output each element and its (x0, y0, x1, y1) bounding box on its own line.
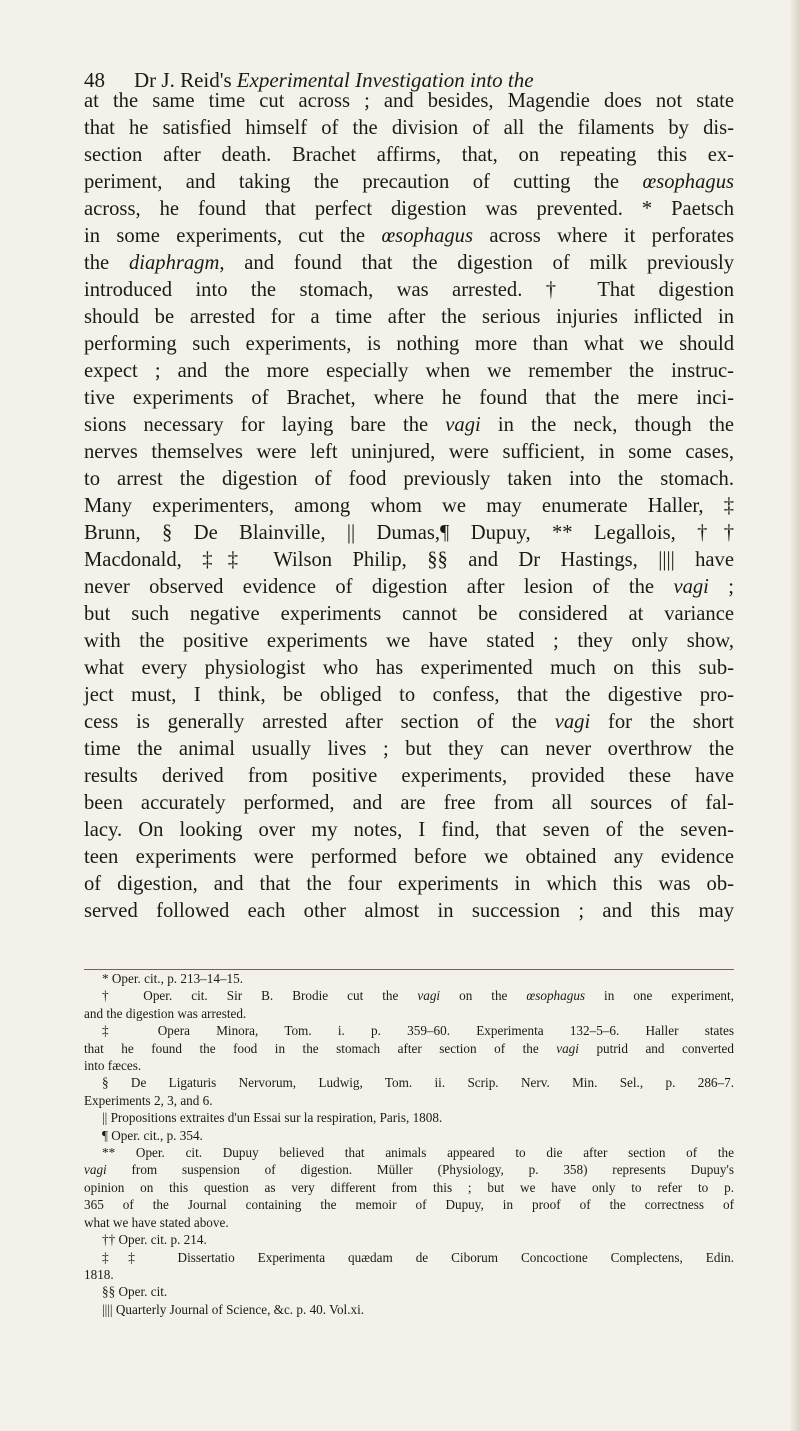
text-run: in one experiment, (585, 988, 734, 1004)
footnote (84, 1109, 734, 1126)
text-run: Experiments 2, 3, and 6. (84, 1092, 213, 1108)
text-line (84, 115, 734, 142)
footnote (84, 970, 734, 987)
italic-run: vagi (84, 1162, 107, 1178)
text-line (84, 412, 734, 439)
text-run: † Oper. cit. Sir B. Brodie cut the (102, 988, 418, 1004)
text-line (84, 520, 734, 547)
text-run: || Propositions extraites d'un Essai sur la respiration, Paris, 1808. (102, 1110, 443, 1126)
footnote-line (84, 1161, 734, 1178)
text-run: across where it perforates (472, 225, 734, 247)
text-run: †† Oper. cit. p. 214. (102, 1232, 207, 1248)
text-run: cess is generally arrested after section of the (84, 711, 555, 733)
footnote (84, 1249, 734, 1284)
text-run: nerves themselves were left uninjured, were sufficient, in some cases, (84, 441, 734, 463)
text-run: opinion on this question as very different from this ; but we have only to refer to p. (84, 1179, 734, 1195)
text-run: to arrest the digestion of food previously taken into the stomach. (84, 468, 734, 490)
italic-run: œsophagus (526, 988, 586, 1004)
text-line (84, 493, 734, 520)
footnote-line (84, 1057, 734, 1074)
text-line (84, 628, 734, 655)
italic-run: vagi (445, 414, 481, 436)
footnote-line (84, 1040, 734, 1057)
running-title-author: Dr J. Reid's (134, 68, 232, 92)
footnote-line (84, 1092, 734, 1109)
footnote (84, 1144, 734, 1231)
text-run: time the animal usually lives ; but they can never overthrow the (84, 738, 734, 760)
text-run: ‡ Opera Minora, Tom. i. p. 359–60. Experimenta 132–5–6. Haller states (102, 1023, 734, 1039)
text-run: but such negative experiments cannot be considered at variance (84, 603, 734, 625)
italic-run: vagi (673, 576, 709, 598)
text-line (84, 142, 734, 169)
text-line (84, 790, 734, 817)
text-run: results derived from positive experiments, provided these have (84, 765, 734, 787)
footnote-line (84, 987, 734, 1004)
text-run: , and found that the digestion of milk previously (219, 252, 734, 274)
footnote (84, 1283, 734, 1300)
italic-run: vagi (417, 988, 441, 1004)
text-run: ‡‡ Dissertatio Experimenta quædam de Ciborum Concoctione Complectens, Edin. (102, 1249, 734, 1265)
text-run: ** Oper. cit. Dupuy believed that animals appeared to die after section of the (102, 1145, 734, 1161)
italic-run: vagi (554, 711, 591, 733)
text-run: on the (440, 988, 527, 1004)
text-line (84, 358, 734, 385)
text-line (84, 331, 734, 358)
text-run: expect ; and the more especially when we remember the instruc- (84, 360, 734, 382)
text-line (84, 682, 734, 709)
text-run: ; (708, 576, 734, 598)
text-line (84, 439, 734, 466)
text-line (84, 223, 734, 250)
text-run: across, he found that perfect digestion was prevented. * Paetsch (84, 198, 734, 220)
italic-run: diaphragm (128, 252, 220, 274)
footnote-line (84, 1249, 734, 1266)
text-run: lacy. On looking over my notes, I find, that seven of the seven- (84, 819, 734, 841)
text-run: 1818. (84, 1266, 114, 1282)
footnote-line (84, 1022, 734, 1039)
text-run: tive experiments of Brachet, where he found that the mere inci- (84, 387, 734, 409)
text-run: * Oper. cit., p. 213–14–15. (102, 971, 244, 986)
text-line (84, 844, 734, 871)
text-line (84, 169, 734, 196)
running-title-work: Experimental Investigation into the (236, 68, 534, 92)
text-line (84, 88, 734, 115)
footnote-line (84, 1144, 734, 1161)
page-edge-shadow (790, 0, 800, 1431)
italic-run: œsophagus (642, 171, 734, 193)
text-run: served followed each other almost in succession ; and this may (84, 900, 734, 922)
footnote-line (84, 1196, 734, 1213)
text-run: from suspension of digestion. Müller (Physiology, p. 358) represents Dupuy's (106, 1162, 734, 1178)
footnote-line (84, 1301, 734, 1318)
footnote (84, 1301, 734, 1318)
main-text (84, 88, 734, 925)
text-run: what every physiologist who has experimented much on this sub- (84, 657, 734, 679)
text-line (84, 817, 734, 844)
text-line (84, 763, 734, 790)
text-line (84, 574, 734, 601)
page-number: 48 (84, 68, 105, 92)
text-line (84, 196, 734, 223)
text-line (84, 898, 734, 925)
footnote-line (84, 1109, 734, 1126)
text-run: ject must, I think, be obliged to confess, that the digestive pro- (84, 684, 734, 706)
text-run: § De Ligaturis Nervorum, Ludwig, Tom. ii. Scrip. Nerv. Min. Sel., p. 286–7. (102, 1075, 734, 1091)
footnote-line (84, 1214, 734, 1231)
text-run: the (84, 252, 129, 274)
text-run: that he found the food in the stomach after section of the (84, 1040, 557, 1056)
footnote-line (84, 1283, 734, 1300)
footnote (84, 1074, 734, 1109)
text-run: for the short (590, 711, 734, 733)
text-run: performing such experiments, is nothing more than what we should (84, 333, 734, 355)
text-run: what we have stated above. (84, 1214, 229, 1230)
text-run: never observed evidence of digestion after lesion of the (84, 576, 674, 598)
footnote (84, 1231, 734, 1248)
text-run: |||| Quarterly Journal of Science, &c. p. 40. Vol.xi. (102, 1301, 365, 1317)
footnote-line (84, 970, 734, 987)
text-run: Brunn, § De Blainville, || Dumas,¶ Dupuy, ** Legallois, †† (84, 522, 734, 544)
text-run: Many experimenters, among whom we may enumerate Haller, ‡ (84, 495, 734, 517)
footnotes (84, 970, 734, 1318)
footnote-line (84, 1074, 734, 1091)
text-run: 365 of the Journal containing the memoir of Dupuy, in proof of the correctness of (84, 1197, 734, 1213)
text-run: putrid and converted (578, 1040, 734, 1056)
text-run: should be arrested for a time after the serious injuries inflicted in (84, 306, 734, 328)
footnote (84, 1127, 734, 1144)
text-run: of digestion, and that the four experiments in which this was ob- (84, 873, 734, 895)
text-run: with the positive experiments we have stated ; they only show, (84, 630, 734, 652)
text-run: ¶ Oper. cit., p. 354. (102, 1127, 203, 1143)
italic-run: œsophagus (381, 225, 473, 247)
text-line (84, 466, 734, 493)
text-line (84, 385, 734, 412)
text-line (84, 250, 734, 277)
italic-run: vagi (556, 1040, 579, 1056)
text-run: and the digestion was arrested. (84, 1005, 247, 1021)
text-line (84, 871, 734, 898)
text-line (84, 304, 734, 331)
text-run: in the neck, though the (480, 414, 735, 436)
footnote-line (84, 1266, 734, 1283)
text-line (84, 601, 734, 628)
text-line (84, 547, 734, 574)
text-line (84, 277, 734, 304)
text-run: introduced into the stomach, was arrested. † That digestion (84, 279, 734, 301)
text-line (84, 736, 734, 763)
text-run: in some experiments, cut the (84, 225, 382, 247)
text-line (84, 709, 734, 736)
footnote-line (84, 1127, 734, 1144)
text-run: teen experiments were performed before we obtained any evidence (84, 846, 734, 868)
footnote-line (84, 1179, 734, 1196)
text-run: §§ Oper. cit. (102, 1284, 168, 1300)
footnote (84, 1022, 734, 1074)
text-run: been accurately performed, and are free from all sources of fal- (84, 792, 734, 814)
footnote-line (84, 1231, 734, 1248)
text-run: Macdonald, ‡‡ Wilson Philip, §§ and Dr Hastings, |||| have (84, 549, 734, 571)
text-run: sions necessary for laying bare the (84, 414, 446, 436)
text-run: section after death. Brachet affirms, that, on repeating this ex- (84, 144, 734, 166)
text-line (84, 655, 734, 682)
footnote (84, 987, 734, 1022)
text-run: into fæces. (84, 1058, 142, 1074)
footnote-line (84, 1005, 734, 1022)
text-run: periment, and taking the precaution of cutting the (84, 171, 643, 193)
text-run: at the same time cut across ; and besides, Magendie does not state (84, 90, 734, 112)
text-run: that he satisfied himself of the division of all the filaments by dis- (84, 117, 734, 139)
